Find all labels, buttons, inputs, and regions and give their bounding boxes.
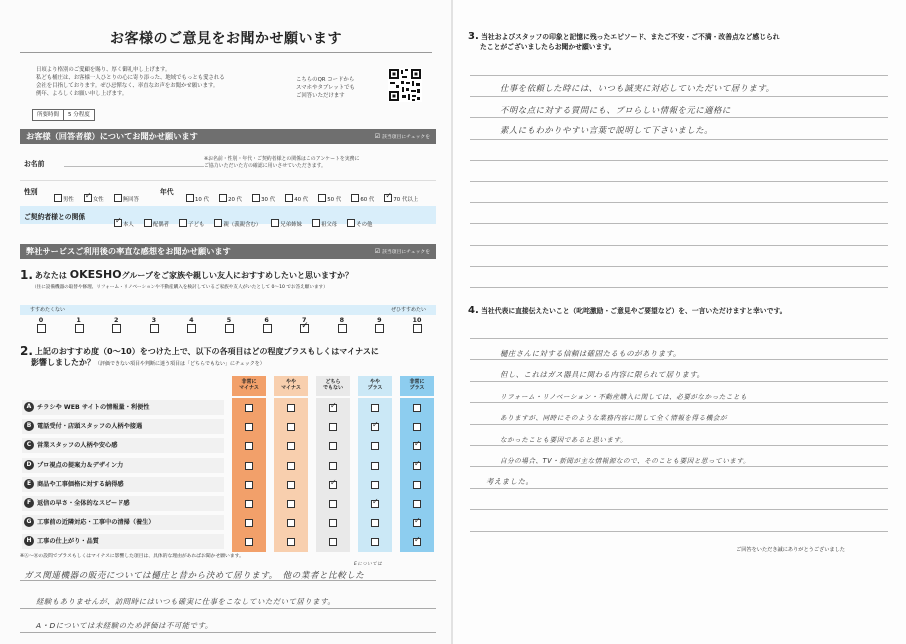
checkbox-icon[interactable]	[371, 481, 379, 489]
checkbox-icon[interactable]	[351, 194, 359, 202]
matrix-item-row	[22, 400, 224, 415]
checkbox-icon[interactable]	[271, 219, 279, 227]
answer-line	[20, 632, 436, 633]
matrix-cell	[400, 534, 434, 549]
checkbox-icon[interactable]	[245, 538, 253, 546]
matrix-item-row	[22, 534, 224, 549]
checkbox-icon[interactable]	[144, 219, 152, 227]
checkbox-icon[interactable]	[329, 538, 337, 546]
matrix-cell	[358, 496, 392, 511]
checkbox-checked-icon[interactable]	[329, 404, 337, 412]
matrix-column-header: 非常に プラス	[400, 376, 434, 396]
matrix-cell	[316, 496, 350, 511]
name-note	[204, 156, 434, 170]
age-label: 年代	[160, 188, 174, 196]
matrix-cell	[400, 458, 434, 473]
scale-checkbox-icon[interactable]	[112, 324, 121, 333]
relation-option[interactable]	[312, 222, 337, 228]
answer-line	[470, 402, 888, 403]
checkbox-icon[interactable]	[413, 481, 421, 489]
page-title: お客様のご意見をお聞かせ願います	[110, 31, 342, 47]
scale-checkbox-icon[interactable]	[413, 324, 422, 333]
relation-option[interactable]	[347, 222, 372, 228]
matrix-cell	[400, 400, 434, 415]
relation-option[interactable]	[114, 222, 134, 228]
scale-checkbox-checked-icon[interactable]	[300, 324, 309, 333]
checkbox-icon[interactable]	[329, 462, 337, 470]
age-option[interactable]	[384, 197, 418, 203]
matrix-cell	[358, 458, 392, 473]
q2-title	[20, 346, 450, 370]
checkbox-checked-icon[interactable]	[413, 519, 421, 527]
checkbox-checked-icon[interactable]	[84, 194, 92, 202]
qr-text-line: スマホやタブレットでも	[296, 85, 355, 91]
age-options	[186, 186, 423, 205]
q4-handwritten-line: 自分の場合、TV・新聞が主な情報源なので、そのことも要因と思っています。	[500, 457, 751, 465]
matrix-cell	[358, 534, 392, 549]
answer-line	[470, 160, 888, 161]
handwritten-answer-line: ガス関連機器の販売については樋庄と昔から決めて居ります。 他の業者と比較した	[24, 571, 365, 581]
qr-code-icon[interactable]	[388, 68, 422, 102]
matrix-cell	[316, 419, 350, 434]
checkbox-checked-icon[interactable]	[413, 442, 421, 450]
matrix-item-row	[22, 477, 224, 492]
q4-handwritten-line: 但し、これはガス器具に関わる内容に限られて居ります。	[500, 370, 705, 380]
matrix-column-header: 非常に マイナス	[232, 376, 266, 396]
section1-title: お客様（回答者様）についてお聞かせ願います	[26, 131, 198, 141]
answer-line	[470, 381, 888, 382]
matrix-cell	[400, 438, 434, 453]
gender-options	[54, 186, 144, 205]
checkbox-icon[interactable]	[219, 194, 227, 202]
age-option[interactable]	[219, 197, 242, 203]
matrix-cell	[316, 515, 350, 530]
item-label: 営業スタッフの人柄や安心感	[37, 442, 118, 450]
scale-number: 10	[412, 316, 422, 324]
checkbox-icon[interactable]	[179, 219, 187, 227]
q4-handwritten-line: ありますが、同時にそのような業務内容に関して全く情報を得る機会が	[500, 414, 727, 423]
matrix-item-row	[22, 419, 224, 434]
age-option-label: 70 代以上	[393, 197, 419, 203]
answer-line	[470, 488, 888, 489]
checkbox-icon[interactable]	[371, 442, 379, 450]
section1-header	[20, 129, 436, 144]
answer-line	[470, 223, 888, 224]
answer-line	[470, 245, 888, 246]
checkbox-checked-icon[interactable]	[384, 194, 392, 202]
item-letter-badge: C	[24, 440, 34, 450]
q4-number: 4.	[468, 305, 479, 316]
answer-line	[20, 608, 436, 609]
checkbox-checked-icon[interactable]	[371, 423, 379, 431]
checkbox-icon[interactable]	[245, 462, 253, 470]
gender-option[interactable]	[84, 197, 104, 203]
checkbox-icon[interactable]	[245, 442, 253, 450]
item-letter-badge: D	[24, 460, 34, 470]
item-letter-badge: H	[24, 536, 34, 546]
scale-high-label: ぜひすすめたい	[390, 307, 426, 313]
relation-option[interactable]	[214, 222, 261, 228]
matrix-cell	[232, 400, 266, 415]
q3-handwritten-line: 仕事を依頼した時には、いつも誠実に対応していただいて居ります。	[500, 83, 775, 93]
scale-checkbox-icon[interactable]	[263, 324, 272, 333]
q2-line1: 上記のおすすめ度（0〜10）をつけた上で、以下の各項目はどの程度プラスもしくはマイナスに	[34, 347, 379, 356]
scale-header	[20, 305, 436, 315]
matrix-cell	[274, 534, 308, 549]
relation-option-label: 子ども	[188, 222, 205, 228]
matrix-column-header: やや マイナス	[274, 376, 308, 396]
item-letter-badge: A	[24, 402, 34, 412]
handwritten-answer-line: 経験もありませんが、訪問時にはいつも確実に仕事をこなしていただいて居ります。	[36, 597, 336, 606]
q4-handwritten-line: 考えました。	[486, 477, 534, 487]
relation-option-label: 配偶者	[152, 222, 170, 228]
q3-handwritten-line: 素人にもわかりやすい言葉で説明して下さいました。	[500, 125, 713, 135]
checkbox-icon[interactable]	[318, 194, 326, 202]
scale-checkbox-icon[interactable]	[150, 324, 159, 333]
item-label: 返信の早さ・全体的なスピード感	[37, 500, 130, 507]
scale-number: 5	[226, 316, 232, 324]
q1-text-a: あなたは	[34, 271, 67, 280]
q1-text-b: グループをご家族や親しい友人におすすめしたいと思いますか？	[121, 271, 354, 280]
checkbox-icon[interactable]	[347, 219, 355, 227]
checkbox-icon[interactable]	[413, 500, 421, 508]
age-option[interactable]	[318, 197, 341, 203]
matrix-cell	[358, 419, 392, 434]
matrix-cell	[274, 400, 308, 415]
name-field[interactable]	[64, 166, 204, 167]
matrix-item-row	[22, 458, 224, 473]
answer-line	[470, 202, 888, 203]
checkbox-icon[interactable]	[245, 404, 253, 412]
matrix-cell	[358, 477, 392, 492]
matrix-cell	[274, 458, 308, 473]
checkbox-icon[interactable]	[371, 519, 379, 527]
matrix-cell	[232, 496, 266, 511]
item-label: 商品や工事価格に対する納得感	[37, 480, 124, 488]
answer-line	[470, 139, 888, 140]
answer-line	[470, 287, 888, 288]
matrix-cell	[316, 477, 350, 492]
section1-note: ☑ 該当項目にチェックを	[375, 129, 430, 145]
q3-line2: たことがございましたらお聞かせ願います。	[480, 43, 616, 51]
checkbox-icon[interactable]	[329, 423, 337, 431]
checkbox-icon[interactable]	[114, 194, 122, 202]
gender-option-label: 男性	[63, 197, 74, 203]
checkbox-icon[interactable]	[287, 462, 295, 470]
name-note-line: ご協力いただいた方の確認に用いさせていただきます。	[204, 163, 326, 169]
time-box	[32, 109, 95, 121]
matrix-cell	[358, 400, 392, 415]
relation-option-label: 親（義親含む）	[223, 222, 262, 228]
checkbox-icon[interactable]	[285, 194, 293, 202]
checkbox-icon[interactable]	[371, 538, 379, 546]
q4-handwritten-line: 樋庄さんに対する信頼は確固たるものがあります。	[500, 349, 681, 358]
q4-text: 当社代表に直接伝えたいこと（叱咤激励・ご意見やご要望など）を、一言いただけますと幸いです。	[481, 307, 787, 315]
matrix-column-header: どちら でもない	[316, 376, 350, 396]
checkbox-icon[interactable]	[287, 442, 295, 450]
checkbox-icon[interactable]	[252, 194, 260, 202]
age-option-label: 30 代	[261, 197, 276, 203]
matrix-cell	[232, 438, 266, 453]
qr-text-line: ご回答いただけます	[296, 93, 345, 99]
checkbox-icon[interactable]	[287, 481, 295, 489]
time-label: 所要時間	[37, 112, 60, 118]
name-label: お名前	[24, 160, 45, 168]
age-option[interactable]	[252, 197, 275, 203]
matrix-cell	[232, 515, 266, 530]
qr-text-line: こちらのQR コードから	[296, 77, 355, 83]
item-label: 工事の仕上がり・品質	[37, 538, 99, 546]
relation-option[interactable]	[144, 222, 169, 228]
answer-line	[470, 445, 888, 446]
scale-checkbox-icon[interactable]	[338, 324, 347, 333]
matrix-cell	[358, 515, 392, 530]
scale-checkbox-icon[interactable]	[75, 324, 84, 333]
checkbox-checked-icon[interactable]	[371, 500, 379, 508]
item-letter-badge: G	[24, 517, 34, 527]
q3-line1: 当社およびスタッフの印象と記憶に残ったエピソード、またご不安・ご不満・改善点など感じられ	[481, 33, 780, 41]
q3-number: 3.	[468, 31, 479, 42]
checkbox-icon[interactable]	[287, 519, 295, 527]
gender-option-label: 女性	[92, 197, 104, 203]
matrix-cell	[400, 419, 434, 434]
checkbox-checked-icon[interactable]	[329, 481, 337, 489]
answer-line	[470, 266, 888, 267]
matrix-cell	[232, 419, 266, 434]
intro-line: 日頃より格別のご愛顧を賜り、厚く御礼申し上げます。	[36, 67, 171, 73]
intro-line: 会社を目指しております。ぜひ忌憚なく、率直なお声をお聞かせ願います。	[36, 83, 219, 89]
checkbox-icon[interactable]	[329, 500, 337, 508]
q1-title	[20, 268, 450, 282]
answer-line	[470, 509, 888, 510]
answer-line	[470, 531, 888, 532]
matrix-cell	[274, 477, 308, 492]
q1-number: 1.	[20, 268, 33, 282]
q1-brand: OKESHO	[69, 268, 122, 281]
scale-number: 6	[264, 316, 269, 324]
matrix-item-row	[22, 515, 224, 530]
checkbox-icon[interactable]	[329, 519, 337, 527]
q2-line2: 影響しましたか？	[31, 358, 95, 367]
relation-option[interactable]	[271, 222, 302, 228]
matrix-cell	[358, 438, 392, 453]
name-note-line: ※お名前・性別・年代・ご契約者様との関係はこのアンケートを実務に	[204, 156, 360, 162]
checkbox-icon[interactable]	[245, 481, 253, 489]
checkbox-icon[interactable]	[287, 404, 295, 412]
checkbox-icon[interactable]	[287, 538, 295, 546]
relation-option-label: 祖父母	[320, 222, 338, 228]
scale-checkbox-icon[interactable]	[225, 324, 234, 333]
item-label: 工事前の近隣対応・工事中の清掃（養生）	[37, 519, 155, 527]
answer-line	[470, 359, 888, 360]
matrix-cell	[274, 515, 308, 530]
answer-line	[470, 424, 888, 425]
row-divider	[20, 180, 436, 181]
q2-number: 2.	[20, 344, 33, 358]
checkbox-icon[interactable]	[245, 500, 253, 508]
scale-number: 0	[38, 316, 44, 324]
qr-text	[296, 76, 386, 100]
gender-option[interactable]	[114, 197, 139, 203]
answer-line	[470, 466, 888, 467]
matrix-cell	[400, 477, 434, 492]
intro-line: 例年、よろしくお願い申し上げます。	[36, 91, 128, 97]
matrix-cell	[232, 458, 266, 473]
matrix-cell	[316, 458, 350, 473]
checkbox-icon[interactable]	[287, 423, 295, 431]
matrix-cell	[232, 477, 266, 492]
answer-line	[470, 338, 888, 339]
relation-option-label: 本人	[123, 222, 134, 228]
item-letter-badge: F	[24, 498, 34, 508]
item-label: 電話受付・店頭スタッフの人柄や接遇	[37, 423, 143, 431]
checkbox-icon[interactable]	[413, 423, 421, 431]
matrix-item-row	[22, 496, 224, 511]
relation-options	[114, 211, 377, 230]
q4-handwritten-line: リフォーム・リノベーション・不動産購入に関しては、必要がなかったことも	[500, 392, 748, 401]
age-option[interactable]	[285, 197, 308, 203]
checkbox-icon[interactable]	[186, 194, 194, 202]
scale-low-label: すすめたくない	[30, 307, 66, 313]
scale-number: 4	[189, 316, 194, 324]
answer-line	[470, 75, 888, 76]
item-label: チラシや WEB サイトの情報量・利便性	[37, 404, 150, 411]
matrix-cell	[316, 400, 350, 415]
matrix-item-row	[22, 438, 224, 453]
section2-title: 弊社サービスご利用後の率直な感想をお聞かせ願います	[26, 246, 231, 256]
matrix-cell	[400, 515, 434, 530]
age-option-label: 40 代	[294, 197, 309, 203]
handwritten-insert: Eについては	[354, 562, 383, 567]
q2-subtitle: （評価できない項目や判断に迷う項目は「どちらでもない」にチェックを）	[95, 361, 265, 367]
thank-you-note: ご回答をいただき誠にありがとうございました	[736, 547, 845, 553]
item-label: プロ視点の提案力＆デザイン力	[37, 461, 124, 469]
age-option-label: 10 代	[195, 197, 209, 203]
matrix-cell	[274, 496, 308, 511]
gender-label: 性別	[24, 188, 38, 196]
age-option-label: 20 代	[228, 197, 243, 203]
checkbox-checked-icon[interactable]	[114, 219, 122, 227]
matrix-cell	[316, 534, 350, 549]
age-option-label: 60 代	[360, 197, 375, 203]
age-option[interactable]	[186, 197, 209, 203]
item-letter-badge: B	[24, 421, 34, 431]
relation-option[interactable]	[179, 222, 204, 228]
q2-footnote: ※Ⓐ〜Ⓗの設問でプラスもしくはマイナスに影響した項目は、具体的な理由があればお聞かせ願います。	[20, 554, 244, 559]
checkbox-icon[interactable]	[329, 442, 337, 450]
scale-number: 2	[113, 316, 119, 324]
scale-number: 1	[76, 316, 81, 324]
checkbox-icon[interactable]	[214, 219, 222, 227]
matrix-cell	[274, 438, 308, 453]
relation-label: ご契約者様との関係	[24, 213, 86, 221]
answer-line	[470, 117, 888, 118]
scale-number: 9	[377, 316, 382, 324]
handwritten-answer-line: A・Dについては未経験のため評価は不可能です。	[36, 621, 213, 630]
checkbox-checked-icon[interactable]	[413, 462, 421, 470]
matrix-cell	[232, 534, 266, 549]
checkbox-icon[interactable]	[312, 219, 320, 227]
q1-subtitle: （住に設備機器の取替や修理、リフォーム・リノベーションや不動産購入を検討しているご家族や友人がいたとして 0〜10 でお答え願います）	[32, 285, 328, 290]
q4-title	[468, 306, 888, 316]
scale-checkbox-icon[interactable]	[187, 324, 196, 333]
q3-title	[468, 32, 888, 52]
gender-option[interactable]	[54, 197, 74, 203]
page-fold	[451, 0, 453, 644]
intro-text	[36, 66, 296, 98]
relation-option-label: 兄弟姉妹	[280, 222, 302, 228]
matrix-cell	[274, 419, 308, 434]
checkbox-icon[interactable]	[413, 404, 421, 412]
checkbox-icon[interactable]	[371, 404, 379, 412]
checkbox-icon[interactable]	[245, 423, 253, 431]
matrix-column-header: やや プラス	[358, 376, 392, 396]
relation-option-label: その他	[356, 222, 373, 228]
gender-option-label: 無回答	[122, 197, 139, 203]
time-value: 5 分程度	[63, 110, 94, 120]
scale-number: 3	[151, 316, 157, 324]
section2-header	[20, 244, 436, 259]
age-option[interactable]	[351, 197, 374, 203]
matrix-cell	[400, 496, 434, 511]
scale-checkbox-icon[interactable]	[375, 324, 384, 333]
item-letter-badge: E	[24, 479, 34, 489]
scale-number: 7	[301, 316, 307, 324]
answer-line	[470, 181, 888, 182]
checkbox-icon[interactable]	[245, 519, 253, 527]
scale-number: 8	[339, 316, 345, 324]
scale-checkbox-icon[interactable]	[37, 324, 46, 333]
matrix-cell	[316, 438, 350, 453]
section2-note: ☑ 該当項目にチェックを	[375, 244, 430, 260]
checkbox-icon[interactable]	[287, 500, 295, 508]
q4-handwritten-line: なかったことも要因であると思います。	[500, 435, 628, 444]
checkbox-icon[interactable]	[54, 194, 62, 202]
checkbox-checked-icon[interactable]	[413, 538, 421, 546]
checkbox-icon[interactable]	[371, 462, 379, 470]
age-option-label: 50 代	[327, 197, 342, 203]
q3-handwritten-line: 不明な点に対する質問にも、プロらしい情報を元に適格に	[500, 105, 731, 115]
intro-line: 私ども桶庄は、お客様一人ひとりの心に寄り添った、地域でもっとも愛される	[36, 75, 225, 81]
answer-line	[470, 96, 888, 97]
title-divider	[20, 52, 432, 53]
